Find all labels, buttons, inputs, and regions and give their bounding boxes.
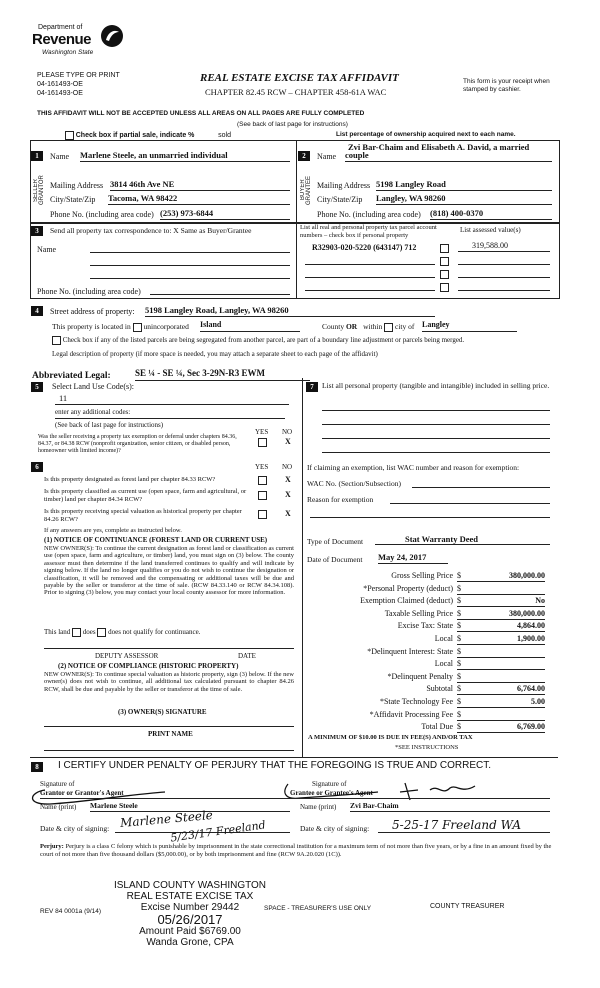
dollar-sign: $ xyxy=(457,671,461,681)
forest-land-no-mark[interactable]: X xyxy=(285,475,291,484)
section-7-number: 7 xyxy=(306,382,318,392)
assessed-value-1[interactable]: 319,588.00 xyxy=(472,241,508,250)
tax-row xyxy=(340,634,545,645)
ref-number-1: 04-161493-OE xyxy=(37,81,83,88)
county-field[interactable]: Island xyxy=(200,320,300,332)
section-1-number: 1 xyxy=(31,151,43,161)
tax-row-value[interactable]: 380,000.00 xyxy=(509,571,545,580)
tax-row-underline xyxy=(457,657,545,658)
tax-row-value[interactable]: 6,769.00 xyxy=(517,722,545,732)
buyer-city-label: City/State/Zip xyxy=(317,195,363,204)
dollar-sign: $ xyxy=(457,634,461,643)
reason-label: Reason for exemption xyxy=(307,495,374,504)
notice-compliance-title: (2) NOTICE OF COMPLIANCE (HISTORIC PROPERTY) xyxy=(58,662,239,670)
dor-emblem-icon xyxy=(100,24,124,48)
please-type: PLEASE TYPE OR PRINT xyxy=(37,72,120,79)
tax-row xyxy=(340,672,545,683)
section-5-see-back: (See back of last page for instructions) xyxy=(55,421,164,429)
section-8-top-rule xyxy=(30,757,558,758)
does-label: does xyxy=(82,628,96,637)
buyer-phone-label: Phone No. (including area code) xyxy=(317,210,421,219)
grantor-signature-hand: Marlene Steele xyxy=(119,807,214,831)
tax-row xyxy=(340,697,545,708)
section-4-number: 4 xyxy=(31,306,43,316)
buyer-side-label: BUYER GRANTEE xyxy=(300,175,312,205)
buyer-city-field[interactable]: Langley, WA 98260 xyxy=(376,193,552,205)
segregated-row xyxy=(52,336,464,345)
current-use-yes-checkbox[interactable] xyxy=(258,491,267,500)
sold-label: sold xyxy=(218,132,231,140)
tax-row-underline xyxy=(457,669,545,670)
personal-property-label: List all personal property (tangible and intangible) included in selling price. xyxy=(322,381,550,390)
city-of-checkbox[interactable] xyxy=(384,323,393,332)
notice-continuance-text: NEW OWNER(S): To continue the current designation as forest land or classification as current use (open space, farm and agriculture, or timber) land, you must sign on (3) below. The county assessor must then determine if the land transferred continues to qualify and will indicate by signing below. If the land no longer qualifies or you do not wish to continue the designation or classification, it will be removed and the compensating or additional taxes will be due and payable by the seller or transferor at the time of sale. (RCW 84.33.140 or RCW 84.34.108). Prior to signing (3) below, you may contact your local county assessor for more information. xyxy=(44,545,294,597)
segregated-checkbox[interactable] xyxy=(52,336,61,345)
parcel-line-3[interactable] xyxy=(305,277,435,278)
segregated-label: Check box if any of the listed parcels are being segregated from another parcel, are part of a boundary line adjustment or parcels being merged. xyxy=(62,336,465,345)
street-address-field[interactable]: 5198 Langley Road, Langley, WA 98260 xyxy=(145,305,435,317)
tax-row-label: Gross Selling Price xyxy=(391,571,453,580)
tax-row-value[interactable]: 4,864.00 xyxy=(517,621,545,631)
partial-sale-checkbox[interactable] xyxy=(65,131,74,140)
section-2-number: 2 xyxy=(298,151,310,161)
logo-dept-line3: Washington State xyxy=(42,49,94,56)
tax-row-underline xyxy=(457,619,545,620)
personal-property-line-2[interactable] xyxy=(322,424,550,425)
dollar-sign: $ xyxy=(457,621,461,631)
parcel-line-4[interactable] xyxy=(305,290,435,291)
seller-mailing-label: Mailing Address xyxy=(50,181,104,190)
buyer-name-line1[interactable]: Zvi Bar-Chaim and Elisabeth A. David, a married xyxy=(348,142,530,152)
exemption-yes-checkbox[interactable] xyxy=(258,438,267,447)
dollar-sign: $ xyxy=(457,709,461,719)
column-divider xyxy=(302,378,303,758)
within-label: within xyxy=(363,322,383,331)
land-use-field[interactable]: 11 xyxy=(55,393,289,405)
parties-divider xyxy=(296,140,297,223)
additional-codes-field[interactable] xyxy=(55,417,285,419)
dollar-sign: $ xyxy=(457,722,461,732)
tax-row xyxy=(340,621,545,632)
county-row-right xyxy=(322,322,414,332)
grantor-sig-label-2: Grantor or Grantor's Agent xyxy=(40,789,124,797)
grantee-name-field[interactable]: Zvi Bar-Chaim xyxy=(350,801,550,812)
print-name-label: PRINT NAME xyxy=(148,730,193,738)
tax-row-label: Local xyxy=(434,659,453,669)
dollar-sign: $ xyxy=(457,608,461,618)
current-use-no-mark[interactable]: X xyxy=(285,490,291,499)
section-3-number: 3 xyxy=(31,226,43,236)
located-row xyxy=(52,322,189,332)
tax-row-value[interactable]: 5.00 xyxy=(531,697,545,706)
stamp-line-4: 05/26/2017 xyxy=(157,912,223,927)
legal-description-label: Legal description of property (if more space is needed, you may attach a separate sheet to each page of the affidavit) xyxy=(52,350,378,358)
tax-row-underline xyxy=(457,720,545,721)
notice-compliance-text: NEW OWNER(S): To continue special valuation as historic property, sign (3) below. If the new owner(s) does not wish to continue, all additional tax calculated pursuant to chapter 84.26 RCW, shall be due and payable by the seller or transferor at the time of sale. xyxy=(44,671,294,693)
perjury-statement xyxy=(40,843,562,859)
stamp-line-6: Wanda Grone, CPA xyxy=(146,937,234,948)
historical-yes-checkbox[interactable] xyxy=(258,510,267,519)
print-name-line[interactable] xyxy=(44,750,294,751)
tax-row-value[interactable]: 1,900.00 xyxy=(517,634,545,643)
section-6-yes-header: YES xyxy=(255,463,269,471)
dollar-sign: $ xyxy=(457,571,461,580)
historical-no-mark[interactable]: X xyxy=(285,509,291,518)
grantee-name-label: Name (print) xyxy=(300,803,337,811)
parcel-line-2[interactable] xyxy=(305,264,435,265)
assessed-line-1 xyxy=(458,251,550,252)
logo-dept-line1: Department of xyxy=(38,24,83,31)
deputy-date-label: DATE xyxy=(238,652,256,660)
doc-date-label: Date of Document xyxy=(307,555,363,564)
personal-property-line-3[interactable] xyxy=(322,438,550,439)
seller-mailing-field[interactable]: 3814 46th Ave NE xyxy=(110,179,290,191)
county-treasurer-label: COUNTY TREASURER xyxy=(430,903,505,910)
seller-side-label: SELLER GRANTOR xyxy=(33,175,45,205)
grantee-sig-label-2: Grantee or Grantee's Agent xyxy=(290,789,373,797)
grantee-date-hand: 5-25-17 Freeland WA xyxy=(392,818,521,832)
historical-question: Is this property receiving special valuation as historical property per chapter 84.26 RCW? xyxy=(44,508,242,523)
section-5-number: 5 xyxy=(31,382,43,392)
tax-row-label: *Delinquent Interest: State xyxy=(367,646,453,656)
any-yes-note: If any answers are yes, complete as instructed below. xyxy=(44,527,182,534)
buyer-name-field[interactable]: couple xyxy=(345,150,552,162)
stamp-line-3: Excise Number 29442 xyxy=(140,902,240,913)
doc-type-field[interactable]: Stat Warranty Deed xyxy=(375,534,550,545)
section-3-address-line-2[interactable] xyxy=(90,278,290,279)
buyer-phone-field[interactable]: (818) 400-0370 xyxy=(430,208,552,220)
logo-dept-line2: Revenue xyxy=(32,31,92,48)
does-not-label: does not qualify for continuance. xyxy=(108,628,201,637)
tax-row xyxy=(340,659,545,670)
tax-row-value[interactable]: 6,764.00 xyxy=(517,684,545,694)
grantor-name-label: Name (print) xyxy=(40,803,77,811)
partial-sale-label: Check box if partial sale, indicate % xyxy=(75,132,195,140)
tax-row-label: Exemption Claimed (deduct) xyxy=(360,596,453,606)
perjury-text: Perjury is a class C felony which is punishable by imprisonment in the state correctional institution for a maximum term of not more than five years, or by a fine in an amount fixed by the court of not more than five thousand dollars ($5,000.00), or by both imprisonment and fine (RCW 9A.20.020 (1C)). xyxy=(40,843,552,858)
tax-row-underline xyxy=(457,682,545,683)
grantee-sig-label-1: Signature of xyxy=(312,780,347,788)
additional-codes-label: enter any additional codes: xyxy=(55,408,131,416)
grantor-name-field[interactable]: Marlene Steele xyxy=(90,801,290,812)
dollar-sign: $ xyxy=(457,583,461,593)
tax-row-underline xyxy=(457,631,545,632)
tax-row xyxy=(340,722,545,733)
perjury-label: Perjury: xyxy=(40,843,64,850)
county-stamp xyxy=(105,880,275,948)
or-label: OR xyxy=(345,322,358,331)
assessed-line-3[interactable] xyxy=(458,277,550,278)
street-address-label: Street address of property: xyxy=(50,307,135,316)
tax-row-label: Excise Tax: State xyxy=(397,621,453,631)
section-5-yes-header: YES xyxy=(255,428,269,436)
treasurer-space-label: SPACE - TREASURER'S USE ONLY xyxy=(264,905,372,912)
tax-row-label: *Affidavit Processing Fee xyxy=(369,709,453,719)
this-land-label: This land xyxy=(44,628,71,637)
form-subtitle: CHAPTER 82.45 RCW – CHAPTER 458-61A WAC xyxy=(205,87,387,97)
grantee-date-field[interactable] xyxy=(378,832,550,833)
seller-name-label: Name xyxy=(50,152,70,161)
section-3-divider xyxy=(296,222,297,298)
parcel-header: List all real and personal property tax parcel account numbers – check box if personal property xyxy=(300,224,437,239)
forest-land-yes-checkbox[interactable] xyxy=(258,476,267,485)
stamp-line-2: REAL ESTATE EXCISE TAX xyxy=(126,891,254,902)
form-title: REAL ESTATE EXCISE TAX AFFIDAVIT xyxy=(200,72,399,84)
send-to-label xyxy=(50,226,251,235)
parcel-4-personal-checkbox[interactable] xyxy=(440,283,449,292)
section-3-name-line[interactable] xyxy=(90,252,290,253)
exemption-question: Was the seller receiving a property tax exemption or deferral under chapters 84.36, 84.37, or 84.38 RCW (nonprofit organization, senior citizen, or disabled person, homeowner with limited income)? xyxy=(38,434,237,454)
exemption-no-mark[interactable]: X xyxy=(285,437,291,446)
does-checkbox[interactable] xyxy=(72,628,81,637)
personal-property-line-4[interactable] xyxy=(322,452,550,453)
forest-land-question: Is this property designated as forest land per chapter 84.33 RCW? xyxy=(44,476,216,483)
doc-type-label: Type of Document xyxy=(307,537,364,546)
seller-name-field[interactable]: Marlene Steele, an unmarried individual xyxy=(80,150,290,162)
deputy-assessor-label: DEPUTY ASSESSOR xyxy=(95,652,159,660)
list-percentage-note: List percentage of ownership acquired next to each name. xyxy=(336,131,516,138)
dollar-sign: $ xyxy=(457,646,461,656)
city-field[interactable]: Langley xyxy=(422,320,517,332)
owner-signature-line[interactable] xyxy=(44,726,294,727)
assessed-line-4[interactable] xyxy=(458,290,550,291)
reason-field-1[interactable] xyxy=(390,503,550,504)
tax-row xyxy=(340,710,545,721)
seller-city-label: City/State/Zip xyxy=(50,195,96,204)
see-instructions-note: *SEE INSTRUCTIONS xyxy=(395,744,459,751)
personal-property-line-1[interactable] xyxy=(322,410,550,411)
dor-logo xyxy=(32,22,127,62)
tax-row xyxy=(340,584,545,595)
section-3-address-line-1[interactable] xyxy=(90,265,290,266)
send-to-text: Send all property tax correspondence to: xyxy=(50,226,172,235)
land-use-label: Select Land Use Code(s): xyxy=(52,382,134,391)
reason-field-2[interactable] xyxy=(310,517,550,518)
certify-statement: I CERTIFY UNDER PENALTY OF PERJURY THAT THE FOREGOING IS TRUE AND CORRECT. xyxy=(58,760,492,771)
grantee-signature-line[interactable] xyxy=(290,798,550,799)
section-5-no-header: NO xyxy=(282,428,293,436)
wac-label: WAC No. (Section/Subsection) xyxy=(307,479,401,488)
tax-row-underline xyxy=(457,594,545,595)
tax-row xyxy=(340,647,545,658)
dollar-sign: $ xyxy=(457,697,461,706)
grantee-date-label: Date & city of signing: xyxy=(300,824,370,833)
rev-form-number: REV 84 0001a (9/14) xyxy=(40,908,102,915)
receipt-note: This form is your receipt when stamped by cashier. xyxy=(463,78,550,93)
deputy-assessor-line[interactable] xyxy=(44,648,294,649)
tax-row-underline xyxy=(457,581,545,582)
notice-continuance-title: (1) NOTICE OF CONTINUANCE (FOREST LAND OR CURRENT USE) xyxy=(44,536,268,544)
tax-row-label: *Delinquent Penalty xyxy=(387,671,453,681)
section-6-no-header: NO xyxy=(282,463,293,471)
located-label: This property is located in xyxy=(52,322,131,331)
dollar-sign: $ xyxy=(457,596,461,606)
tax-row-label: *State Technology Fee xyxy=(379,697,453,706)
stamp-line-5: Amount Paid $6769.00 xyxy=(139,926,241,937)
abbreviated-legal-label: Abbreviated Legal: xyxy=(32,371,111,381)
parcel-1-personal-checkbox[interactable] xyxy=(440,244,449,253)
city-of-label: city of xyxy=(395,322,415,331)
buyer-name-label: Name xyxy=(317,152,337,161)
assessed-header: List assessed value(s) xyxy=(460,226,521,234)
parcel-2-personal-checkbox[interactable] xyxy=(440,257,449,266)
assessed-line-2[interactable] xyxy=(458,264,550,265)
tax-row-label: *Personal Property (deduct) xyxy=(363,583,453,593)
see-back-instructions: (See back of last page for instructions) xyxy=(237,121,348,128)
section-3-name-label: Name xyxy=(37,245,57,254)
grantor-sig-label-1: Signature of xyxy=(40,780,75,788)
wac-field[interactable] xyxy=(412,487,550,488)
parcel-3-personal-checkbox[interactable] xyxy=(440,270,449,279)
tax-row-underline xyxy=(457,606,545,607)
doc-date-field[interactable]: May 24, 2017 xyxy=(378,552,448,564)
tax-row xyxy=(340,571,545,582)
tax-row-label: Taxable Selling Price xyxy=(384,608,453,618)
ref-number-2: 04-161493-OE xyxy=(37,90,83,97)
minimum-fee-note: A MINIMUM OF $10.00 IS DUE IN FEE(S) AND/OR TAX xyxy=(308,734,473,741)
tax-row xyxy=(340,596,545,607)
tax-row-underline xyxy=(457,644,545,645)
warning-text: THIS AFFIDAVIT WILL NOT BE ACCEPTED UNLESS ALL AREAS ON ALL PAGES ARE FULLY COMPLETED xyxy=(37,110,365,117)
buyer-mailing-label: Mailing Address xyxy=(317,181,371,190)
abbreviated-legal-field[interactable]: SE ¼ - SE ¼, Sec 3-29N-R3 EWM xyxy=(135,368,310,381)
send-to-value: X Same as Buyer/Grantee xyxy=(173,226,252,235)
section-3-phone-label: Phone No. (including area code) xyxy=(37,287,141,296)
tax-row-underline xyxy=(457,707,545,708)
tax-row-underline xyxy=(457,694,545,695)
unincorporated-label: unincorporated xyxy=(143,322,189,331)
continuance-row xyxy=(44,628,200,637)
partial-sale-row xyxy=(65,131,231,140)
section-6-number: 6 xyxy=(31,462,43,472)
grantor-date-label: Date & city of signing: xyxy=(40,824,110,833)
dollar-sign: $ xyxy=(457,684,461,694)
section-8-number: 8 xyxy=(31,762,43,772)
tax-row xyxy=(340,609,545,620)
owner-signature-label: (3) OWNER(S) SIGNATURE xyxy=(118,708,207,716)
section-3-phone-line[interactable] xyxy=(150,294,290,295)
tax-row-value[interactable]: 380,000.00 xyxy=(509,608,545,618)
seller-phone-label: Phone No. (including area code) xyxy=(50,210,154,219)
dollar-sign: $ xyxy=(457,659,461,669)
tax-row-label: Subtotal xyxy=(426,684,453,694)
tax-row-label: Local xyxy=(434,634,453,643)
buyer-mailing-field[interactable]: 5198 Langley Road xyxy=(376,179,552,191)
current-use-question: Is this property classified as current use (open space, farm and agricultural, or timber) land per chapter 84.34 RCW? xyxy=(44,488,247,503)
does-not-checkbox[interactable] xyxy=(97,628,106,637)
seller-phone-field[interactable]: (253) 973-6844 xyxy=(160,208,290,220)
tax-row-value[interactable]: No xyxy=(535,596,545,606)
stamp-line-1: ISLAND COUNTY WASHINGTON xyxy=(113,880,267,891)
tax-row xyxy=(340,684,545,695)
unincorporated-checkbox[interactable] xyxy=(133,323,142,332)
seller-city-field[interactable]: Tacoma, WA 98422 xyxy=(108,193,290,205)
grantor-date-hand: 5/23/17 Freeland xyxy=(169,818,267,845)
tax-row-label: Total Due xyxy=(421,722,453,732)
county-label: County xyxy=(322,322,345,331)
parcel-number-1[interactable]: R32903-020-5220 (643147) 712 xyxy=(312,243,417,252)
exemption-claim-label: If claiming an exemption, list WAC number and reason for exemption: xyxy=(307,463,520,472)
